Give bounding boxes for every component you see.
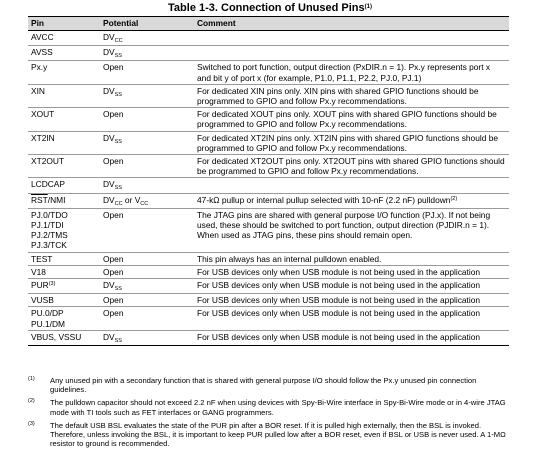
pin-cell: VUSB: [28, 294, 100, 307]
footnote-mark: (1): [28, 376, 35, 382]
footnote: [28, 376, 512, 394]
table-row: [28, 265, 509, 278]
table-row: [28, 31, 509, 46]
table-row: [28, 155, 509, 178]
comment-cell: The JTAG pins are shared with general purpose I/O function (PJ.x). If not being used, these should be switched to port function, output direction (PJDIR.n = 1). When used as JTAG pins, these pins should remain open.: [194, 208, 509, 252]
potential-cell: $DV_{SS}$: [100, 46, 194, 61]
comment-cell: [194, 31, 509, 46]
footnote-text: The pulldown capacitor should not exceed 2.2 nF when using devices with Spy-Bi-Wire interface in Spy-Bi-Wire mode or in 4-wire JTAG mode with TI tools such as FET interfaces or GANG programmers.: [50, 398, 506, 417]
comment-cell: This pin always has an internal pulldown enabled.: [194, 252, 509, 265]
table-title: [0, 2, 540, 14]
comment-cell: For USB devices only when USB module is not being used in the application: [194, 279, 509, 294]
potential-cell: $DV_{CC}$ or $V_{CC}$: [100, 193, 194, 208]
header-pin: Pin: [28, 17, 100, 31]
comment-cell: For USB devices only when USB module is not being used in the application: [194, 330, 509, 345]
table-row: [28, 279, 509, 294]
table-row: [28, 108, 509, 131]
table-row: [28, 46, 509, 61]
potential-cell: $DV_{SS}$: [100, 84, 194, 107]
table-body: [28, 31, 509, 346]
potential-cell: Open: [100, 208, 194, 252]
table-row: [28, 330, 509, 345]
footnote-mark: (3): [28, 420, 35, 427]
table-title-note-ref: (1): [364, 4, 372, 10]
pin-cell: VBUS, VSSU: [28, 330, 100, 345]
header-potential: Potential: [100, 17, 194, 31]
pin-cell: PJ.0/TDO PJ.1/TDI PJ.2/TMS PJ.3/TCK: [28, 208, 100, 252]
footnote-text: The default USB BSL evaluates the state of the PUR pin after a BOR reset. If it is pulled high externally, then the BSL is invoked. Therefore, unless invoking the BSL, it is important to keep PUR pulled low after a BOR reset, even if BSL or USB is never used. A 1-MΩ resistor to ground is recommended.: [50, 420, 506, 449]
pin-cell: Px.y: [28, 61, 100, 84]
pin-cell: AVCC: [28, 31, 100, 46]
potential-cell: Open: [100, 155, 194, 178]
pin-cell: AVSS: [28, 46, 100, 61]
footnote-text: Any unused pin with a secondary function that is shared with general purpose I/O should follow the Px.y unused pin connection guidelines.: [50, 376, 477, 395]
pin-cell: PUR$^{(3)}$: [28, 279, 100, 294]
comment-cell: For USB devices only when USB module is not being used in the application: [194, 307, 509, 330]
comment-cell: For dedicated XT2IN pins only. XT2IN pins with shared GPIO functions should be programmed to GPIO and follow Px.y recommendations.: [194, 131, 509, 154]
potential-cell: Open: [100, 108, 194, 131]
table-header-row: [28, 17, 509, 31]
table-row: [28, 131, 509, 154]
pin-cell: V18: [28, 265, 100, 278]
pin-cell: $\overline{RST}$/NMI: [28, 193, 100, 208]
potential-cell: Open: [100, 265, 194, 278]
footnote: [28, 398, 512, 416]
potential-cell: Open: [100, 252, 194, 265]
pin-cell: XT2IN: [28, 131, 100, 154]
comment-cell: For USB devices only when USB module is not being used in the application: [194, 265, 509, 278]
potential-cell: $DV_{SS}$: [100, 330, 194, 345]
table-row: [28, 252, 509, 265]
comment-cell: [194, 46, 509, 61]
table-row: [28, 208, 509, 252]
comment-cell: For dedicated XOUT pins only. XOUT pins with shared GPIO functions should be programmed to GPIO and follow Px.y recommendations.: [194, 108, 509, 131]
comment-note-ref: (2): [450, 195, 458, 202]
potential-cell: Open: [100, 294, 194, 307]
pin-cell: TEST: [28, 252, 100, 265]
potential-cell: $DV_{SS}$: [100, 279, 194, 294]
potential-cell: Open: [100, 61, 194, 84]
footnote: [28, 421, 512, 449]
comment-cell: For USB devices only when USB module is not being used in the application: [194, 294, 509, 307]
pin-cell: XT2OUT: [28, 155, 100, 178]
table-row: [28, 84, 509, 107]
footnotes: [28, 376, 512, 452]
pin-note-ref: (3): [48, 281, 56, 288]
comment-cell: 47-kΩ pullup or internal pullup selected with 10-nF (2.2 nF) pulldown$^{(2)}$: [194, 193, 509, 208]
potential-cell: $DV_{CC}$: [100, 31, 194, 46]
table-title-text: Table 1-3. Connection of Unused Pins: [168, 2, 365, 14]
comment-cell: Switched to port function, output direction (PxDIR.n = 1). Px.y represents port x and bit y of port x (for example, P1.0, P1.1, P2.2, PJ.0, PJ.1): [194, 61, 509, 84]
potential-cell: $DV_{SS}$: [100, 131, 194, 154]
comment-cell: For dedicated XT2OUT pins only. XT2OUT pins with shared GPIO functions should be programmed to GPIO and follow Px.y recommendations.: [194, 155, 509, 178]
table-row: [28, 193, 509, 208]
pin-cell: XOUT: [28, 108, 100, 131]
comment-cell: [194, 178, 509, 193]
table-row: [28, 61, 509, 84]
comment-cell: For dedicated XIN pins only. XIN pins with shared GPIO functions should be programmed to GPIO and follow Px.y recommendations.: [194, 84, 509, 107]
table-row: [28, 294, 509, 307]
potential-cell: Open: [100, 307, 194, 330]
table-row: [28, 178, 509, 193]
pin-cell: PU.0/DP PU.1/DM: [28, 307, 100, 330]
header-comment: Comment: [194, 17, 509, 31]
table-row: [28, 307, 509, 330]
footnote-mark: (2): [28, 398, 35, 405]
potential-cell: $DV_{SS}$: [100, 178, 194, 193]
pin-cell: XIN: [28, 84, 100, 107]
pin-cell: LCDCAP: [28, 178, 100, 193]
unused-pins-table: [28, 16, 509, 346]
